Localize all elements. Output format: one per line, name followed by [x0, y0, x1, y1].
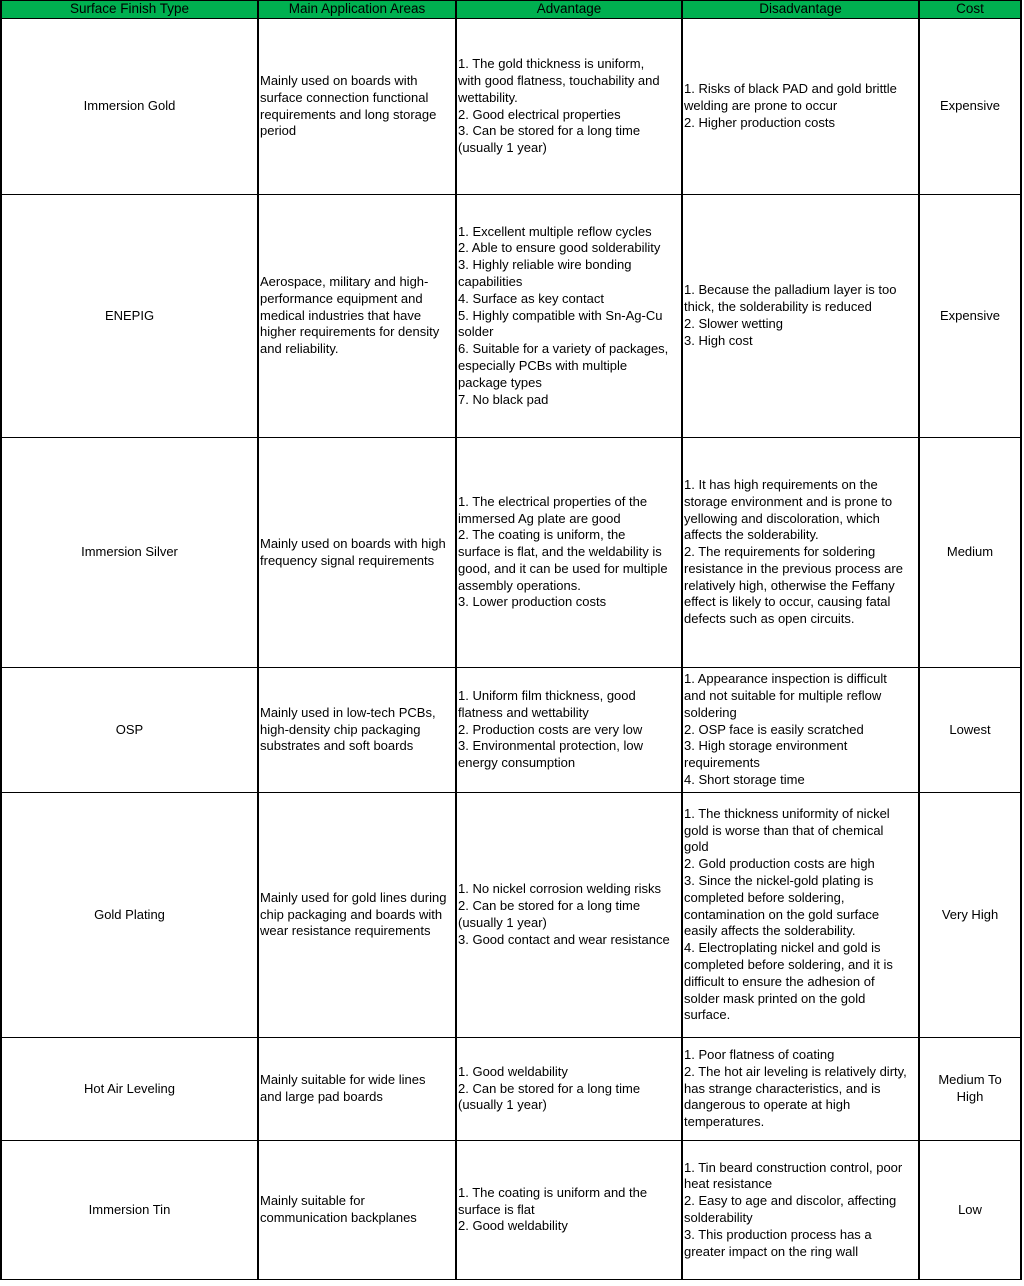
surface-finish-type-cell: Immersion Silver	[1, 438, 258, 668]
table-row	[1, 793, 1021, 1038]
disadvantage-cell: 1. Appearance inspection is difficult and not suitable for multiple reflow soldering 2. OSP face is easily scratched 3. High storage environment requirements 4. Short storage time	[682, 668, 919, 793]
advantage-cell: 1. The gold thickness is uniform, with good flatness, touchability and wettability. 2. Good electrical properties 3. Can be stored for a long time (usually 1 year)	[456, 19, 682, 195]
application-cell: Mainly used in low-tech PCBs, high-density chip packaging substrates and soft boards	[258, 668, 456, 793]
disadvantage-cell: 1. The thickness uniformity of nickel gold is worse than that of chemical gold 2. Gold production costs are high 3. Since the nickel-gold plating is completed before soldering, contamination on the gold surface easily affects the solderability. 4. Electroplating nickel and gold is completed before soldering, and it is difficult to ensure the adhesion of solder mask printed on the gold surface.	[682, 793, 919, 1038]
application-cell: Mainly suitable for wide lines and large pad boards	[258, 1038, 456, 1141]
surface-finish-type-cell: Immersion Gold	[1, 19, 258, 195]
cost-cell: Medium To High	[919, 1038, 1021, 1141]
header-cost: Cost	[919, 1, 1021, 19]
cost-cell: Lowest	[919, 668, 1021, 793]
application-cell: Mainly suitable for communication backplanes	[258, 1141, 456, 1280]
surface-finish-type-cell: ENEPIG	[1, 195, 258, 438]
advantage-cell: 1. The electrical properties of the immersed Ag plate are good 2. The coating is uniform, the surface is flat, and the weldability is good, and it can be used for multiple assembly operations. 3. Lower production costs	[456, 438, 682, 668]
cost-cell: Medium	[919, 438, 1021, 668]
advantage-cell: 1. Excellent multiple reflow cycles 2. Able to ensure good solderability 3. Highly reliable wire bonding capabilities 4. Surface as key contact 5. Highly compatible with Sn-Ag-Cu solder 6. Suitable for a variety of packages, especially PCBs with multiple package types 7. No black pad	[456, 195, 682, 438]
table-row	[1, 19, 1021, 195]
table-row	[1, 438, 1021, 668]
cost-cell: Expensive	[919, 195, 1021, 438]
cost-cell: Low	[919, 1141, 1021, 1280]
header-disadvantage: Disadvantage	[682, 1, 919, 19]
disadvantage-cell: 1. Tin beard construction control, poor heat resistance 2. Easy to age and discolor, affecting solderability 3. This production process has a greater impact on the ring wall	[682, 1141, 919, 1280]
surface-finish-type-cell: Gold Plating	[1, 793, 258, 1038]
disadvantage-cell: 1. Poor flatness of coating 2. The hot air leveling is relatively dirty, has strange characteristics, and is dangerous to operate at high temperatures.	[682, 1038, 919, 1141]
header-advantage: Advantage	[456, 1, 682, 19]
table-row	[1, 1038, 1021, 1141]
header-row	[1, 1, 1021, 19]
application-cell: Mainly used for gold lines during chip packaging and boards with wear resistance requirements	[258, 793, 456, 1038]
table-row	[1, 668, 1021, 793]
cost-cell: Very High	[919, 793, 1021, 1038]
advantage-cell: 1. The coating is uniform and the surface is flat 2. Good weldability	[456, 1141, 682, 1280]
application-cell: Mainly used on boards with high frequency signal requirements	[258, 438, 456, 668]
surface-finish-type-cell: Immersion Tin	[1, 1141, 258, 1280]
disadvantage-cell: 1. Risks of black PAD and gold brittle welding are prone to occur 2. Higher production costs	[682, 19, 919, 195]
header-main-application-areas: Main Application Areas	[258, 1, 456, 19]
surface-finish-type-cell: Hot Air Leveling	[1, 1038, 258, 1141]
header-surface-finish-type: Surface Finish Type	[1, 1, 258, 19]
advantage-cell: 1. Good weldability 2. Can be stored for a long time (usually 1 year)	[456, 1038, 682, 1141]
surface-finish-type-cell: OSP	[1, 668, 258, 793]
application-cell: Aerospace, military and high- performance equipment and medical industries that have higher requirements for density and reliability.	[258, 195, 456, 438]
disadvantage-cell: 1. Because the palladium layer is too thick, the solderability is reduced 2. Slower wetting 3. High cost	[682, 195, 919, 438]
table-row	[1, 1141, 1021, 1280]
advantage-cell: 1. Uniform film thickness, good flatness and wettability 2. Production costs are very low 3. Environmental protection, low energy consumption	[456, 668, 682, 793]
disadvantage-cell: 1. It has high requirements on the storage environment and is prone to yellowing and discoloration, which affects the solderability. 2. The requirements for soldering resistance in the previous process are relatively high, otherwise the Feffany effect is likely to occur, causing fatal defects such as open circuits.	[682, 438, 919, 668]
table-row	[1, 195, 1021, 438]
cost-cell: Expensive	[919, 19, 1021, 195]
application-cell: Mainly used on boards with surface connection functional requirements and long storage period	[258, 19, 456, 195]
advantage-cell: 1. No nickel corrosion welding risks 2. Can be stored for a long time (usually 1 year) 3. Good contact and wear resistance	[456, 793, 682, 1038]
